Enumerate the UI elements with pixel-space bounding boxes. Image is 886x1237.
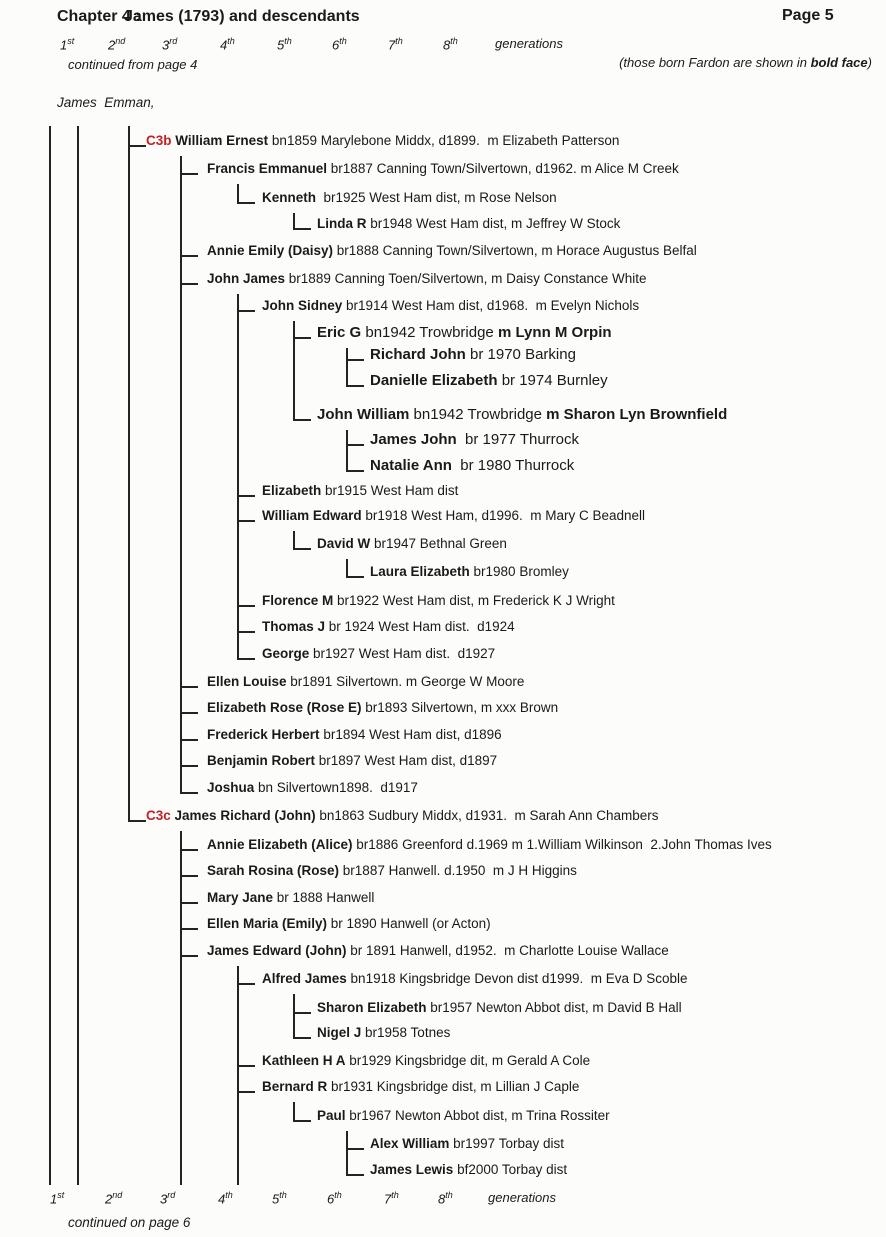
person-name: William Edward (262, 508, 362, 523)
person-detail: br1957 Newton Abbot dist, m David B Hall (426, 1000, 682, 1015)
person-name: Thomas J (262, 619, 326, 634)
person-name: Nigel J (317, 1025, 362, 1040)
tree-line-vertical (237, 184, 239, 204)
person-detail: br1931 Kingsbridge dist, m Lillian J Caple (327, 1079, 580, 1094)
person-row (370, 563, 569, 580)
person-detail: br1887 Hanwell. d.1950 m J H Higgins (339, 863, 577, 878)
page-title: James (1793) and descendants (124, 8, 360, 25)
person-detail: br1888 Canning Town/Silvertown, m Horace Augustus Belfal (333, 243, 697, 258)
person-name: Paul (317, 1108, 346, 1123)
person-name: Natalie Ann (370, 457, 452, 474)
person-row (262, 618, 515, 635)
tree-connector-tick (180, 902, 198, 904)
person-name: Sarah Rosina (Rose) (207, 863, 340, 878)
person-row (207, 836, 772, 853)
tree-connector-tick (128, 145, 146, 147)
person-detail: br1897 West Ham dist, d1897 (315, 753, 498, 768)
person-name: John James (207, 271, 286, 286)
person-row (146, 132, 619, 149)
person-row (317, 406, 727, 423)
generations-label: generations (488, 1190, 556, 1205)
person-row (262, 1078, 579, 1095)
tree-connector-tick (293, 1012, 311, 1014)
person-name: Mary Jane (207, 890, 274, 905)
person-row (262, 645, 495, 662)
person-detail: br1927 West Ham dist. d1927 (309, 646, 496, 661)
person-detail: br1922 West Ham dist, m Frederick K J Wright (333, 593, 615, 608)
person-name: John William (317, 406, 410, 423)
person-name: George (262, 646, 310, 661)
person-row (207, 889, 374, 906)
tree-connector-tick (293, 548, 311, 550)
person-row (207, 699, 558, 716)
tree-connector-tick (346, 444, 364, 446)
person-detail: bf2000 Torbay dist (453, 1162, 568, 1177)
tree-connector-tick (293, 1037, 311, 1039)
tree-connector-tick (293, 1120, 311, 1122)
person-name: Ellen Louise (207, 674, 287, 689)
tree-connector-tick (180, 955, 198, 957)
generation-label: 8th (443, 36, 458, 53)
person-name: Linda R (317, 216, 367, 231)
person-detail: br1918 West Ham, d1996. m Mary C Beadnell (361, 508, 646, 523)
generation-label: 4th (218, 1190, 233, 1207)
person-detail: br 1890 Hanwell (or Acton) (327, 916, 491, 931)
tree-connector-tick (180, 686, 198, 688)
tree-connector-tick (237, 658, 255, 660)
tree-connector-tick (237, 1091, 255, 1093)
person-row (146, 807, 659, 824)
generation-label: 7th (384, 1190, 399, 1207)
person-row (207, 862, 577, 879)
person-detail: br1894 West Ham dist, d1896 (319, 727, 502, 742)
tree-line-vertical (346, 348, 348, 387)
person-detail: br1914 West Ham dist, d1968. m Evelyn Nichols (342, 298, 640, 313)
tree-connector-tick (180, 255, 198, 257)
person-detail: br1889 Canning Toen/Silvertown, m Daisy Constance White (285, 271, 647, 286)
person-row (317, 215, 620, 232)
tree-line-vertical (237, 966, 239, 1185)
person-detail: br 1891 Hanwell, d1952. m Charlotte Louise Wallace (346, 943, 669, 958)
person-name: Annie Emily (Daisy) (207, 243, 334, 258)
person-row (317, 1107, 610, 1124)
person-detail: bn1859 Marylebone Middx, d1899. m Elizabeth Patterson (268, 133, 620, 148)
tree-connector-tick (346, 385, 364, 387)
tree-connector-tick (237, 983, 255, 985)
tree-connector-tick (293, 337, 311, 339)
tree-connector-tick (237, 631, 255, 633)
person-detail: br1893 Silvertown, m xxx Brown (361, 700, 559, 715)
person-name: Francis Emmanuel (207, 161, 328, 176)
tree-connector-tick (180, 173, 198, 175)
person-row (207, 242, 697, 259)
person-name: John Sidney (262, 298, 343, 313)
generation-label: 8th (438, 1190, 453, 1207)
tree-line-vertical (49, 126, 51, 1185)
tree-connector-tick (180, 283, 198, 285)
person-detail: br1925 West Ham dist, m Rose Nelson (316, 190, 557, 205)
tree-line-vertical (128, 126, 130, 822)
tree-connector-tick (293, 228, 311, 230)
person-name: Danielle Elizabeth (370, 372, 498, 389)
bold-face-note (619, 55, 872, 70)
person-row (317, 999, 682, 1016)
person-name: Joshua (207, 780, 255, 795)
person-row (370, 457, 574, 474)
person-name: David W (317, 536, 371, 551)
generation-label: 4th (220, 36, 235, 53)
person-row (262, 297, 639, 314)
person-name: James John (370, 431, 457, 448)
person-name: William Ernest (175, 133, 269, 148)
person-name: Alfred James (262, 971, 347, 986)
person-detail: br1891 Silvertown. m George W Moore (286, 674, 525, 689)
person-row (207, 779, 418, 796)
person-detail: br 1970 Barking (465, 346, 576, 363)
person-row (262, 189, 557, 206)
bold-face-note-suffix: ) (867, 55, 872, 70)
person-detail-bold: m Sharon Lyn Brownfield (541, 406, 728, 423)
person-detail: br1997 Torbay dist (449, 1136, 564, 1151)
person-row (370, 1135, 564, 1152)
person-detail: br 1977 Thurrock (456, 431, 580, 448)
tree-line-vertical (180, 831, 182, 1185)
tree-connector-tick (237, 495, 255, 497)
person-row (370, 346, 576, 363)
generation-label: 3rd (160, 1190, 176, 1207)
person-row (262, 482, 458, 499)
person-row (262, 592, 615, 609)
tree-connector-tick (180, 765, 198, 767)
generation-label: 6th (327, 1190, 342, 1207)
person-row (207, 752, 497, 769)
person-detail: br1967 Newton Abbot dist, m Trina Rossiter (345, 1108, 610, 1123)
tree-connector-tick (237, 605, 255, 607)
generation-label: 1st (50, 1190, 65, 1207)
tree-connector-tick (180, 739, 198, 741)
tree-line-vertical (77, 126, 79, 1185)
generation-ref-label: C3b (146, 133, 176, 148)
generation-label: 5th (277, 36, 292, 53)
tree-connector-tick (237, 202, 255, 204)
person-detail: br1948 West Ham dist, m Jeffrey W Stock (366, 216, 621, 231)
tree-connector-tick (180, 792, 198, 794)
person-row (370, 431, 579, 448)
person-detail: bn1918 Kingsbridge Devon dist d1999. m Eva D Scoble (346, 971, 688, 986)
person-detail: br 1924 West Ham dist. d1924 (325, 619, 515, 634)
person-detail: br1886 Greenford d.1969 m 1.William Wilkinson 2.John Thomas Ives (352, 837, 772, 852)
tree-connector-tick (128, 820, 146, 822)
person-row (262, 1052, 590, 1069)
person-detail: bn Silvertown1898. d1917 (254, 780, 418, 795)
tree-connector-tick (346, 359, 364, 361)
bold-face-note-bold: bold face (810, 55, 868, 70)
generation-label: 1st (60, 36, 75, 53)
person-detail: br1887 Canning Town/Silvertown, d1962. m Alice M Creek (327, 161, 679, 176)
person-name: Florence M (262, 593, 334, 608)
person-detail: br 1980 Thurrock (451, 457, 575, 474)
tree-connector-tick (237, 1065, 255, 1067)
tree-connector-tick (293, 419, 311, 421)
tree-connector-tick (180, 712, 198, 714)
person-row (317, 1024, 450, 1041)
tree-connector-tick (346, 1148, 364, 1150)
person-row (370, 1161, 567, 1178)
generations-label: generations (495, 36, 563, 51)
person-row (207, 270, 646, 287)
generation-label: 5th (272, 1190, 287, 1207)
person-name: Elizabeth Rose (Rose E) (207, 700, 362, 715)
person-name: Kenneth (262, 190, 316, 205)
person-detail: bn1942 Trowbridge (361, 324, 494, 341)
bold-face-note-prefix: (those born Fardon are shown in (619, 55, 811, 70)
tree-line-vertical (346, 1131, 348, 1176)
tree-line-vertical (293, 994, 295, 1039)
generation-label: 2nd (105, 1190, 123, 1207)
person-name: Annie Elizabeth (Alice) (207, 837, 353, 852)
continued-from-note: continued from page 4 (68, 57, 198, 72)
tree-connector-tick (346, 576, 364, 578)
generation-label: 3rd (162, 36, 178, 53)
generation-ref-label: C3c (146, 808, 175, 823)
generation-label: 6th (332, 36, 347, 53)
person-name: Richard John (370, 346, 466, 363)
person-row (370, 372, 608, 389)
person-detail: bn1942 Trowbridge (409, 406, 542, 423)
tree-line-vertical (293, 1102, 295, 1122)
page-number: Page 5 (782, 7, 834, 24)
person-detail-bold: m Lynn M Orpin (493, 324, 612, 341)
person-name: James Lewis (370, 1162, 454, 1177)
person-name: Benjamin Robert (207, 753, 316, 768)
tree-line-vertical (293, 321, 295, 421)
person-name: James Edward (John) (207, 943, 347, 958)
person-row (207, 915, 491, 932)
generation-label: 2nd (108, 36, 126, 53)
person-name: Alex William (370, 1136, 450, 1151)
person-row (262, 970, 688, 987)
person-row (262, 507, 645, 524)
person-row (317, 324, 612, 341)
person-detail: bn1863 Sudbury Middx, d1931. m Sarah Ann Chambers (315, 808, 659, 823)
continued-on-note: continued on page 6 (68, 1215, 191, 1230)
person-detail: br1947 Bethnal Green (370, 536, 507, 551)
person-detail: br 1974 Burnley (497, 372, 608, 389)
person-row (317, 535, 507, 552)
person-row (207, 942, 669, 959)
person-detail: br1958 Totnes (361, 1025, 451, 1040)
chapter-label: Chapter 4 : (57, 8, 141, 25)
person-detail: br1929 Kingsbridge dit, m Gerald A Cole (345, 1053, 591, 1068)
person-name: Elizabeth (262, 483, 322, 498)
tree-connector-tick (346, 470, 364, 472)
person-name: Ellen Maria (Emily) (207, 916, 328, 931)
generation-label: 7th (388, 36, 403, 53)
person-detail: br1915 West Ham dist (321, 483, 459, 498)
person-name: Laura Elizabeth (370, 564, 470, 579)
person-name: James Richard (John) (174, 808, 316, 823)
tree-connector-tick (180, 928, 198, 930)
tree-line-vertical (180, 156, 182, 794)
person-row (207, 726, 502, 743)
person-row (207, 160, 679, 177)
tree-connector-tick (180, 875, 198, 877)
person-row (207, 673, 524, 690)
ancestor-continuation: James Emman, (57, 95, 155, 110)
tree-connector-tick (237, 310, 255, 312)
person-name: Frederick Herbert (207, 727, 320, 742)
person-name: Kathleen H A (262, 1053, 346, 1068)
tree-connector-tick (237, 520, 255, 522)
tree-connector-tick (346, 1174, 364, 1176)
tree-connector-tick (180, 849, 198, 851)
tree-line-vertical (346, 430, 348, 472)
person-detail: br 1888 Hanwell (273, 890, 375, 905)
person-name: Eric G (317, 324, 362, 341)
person-detail: br1980 Bromley (469, 564, 569, 579)
person-name: Bernard R (262, 1079, 328, 1094)
person-name: Sharon Elizabeth (317, 1000, 427, 1015)
